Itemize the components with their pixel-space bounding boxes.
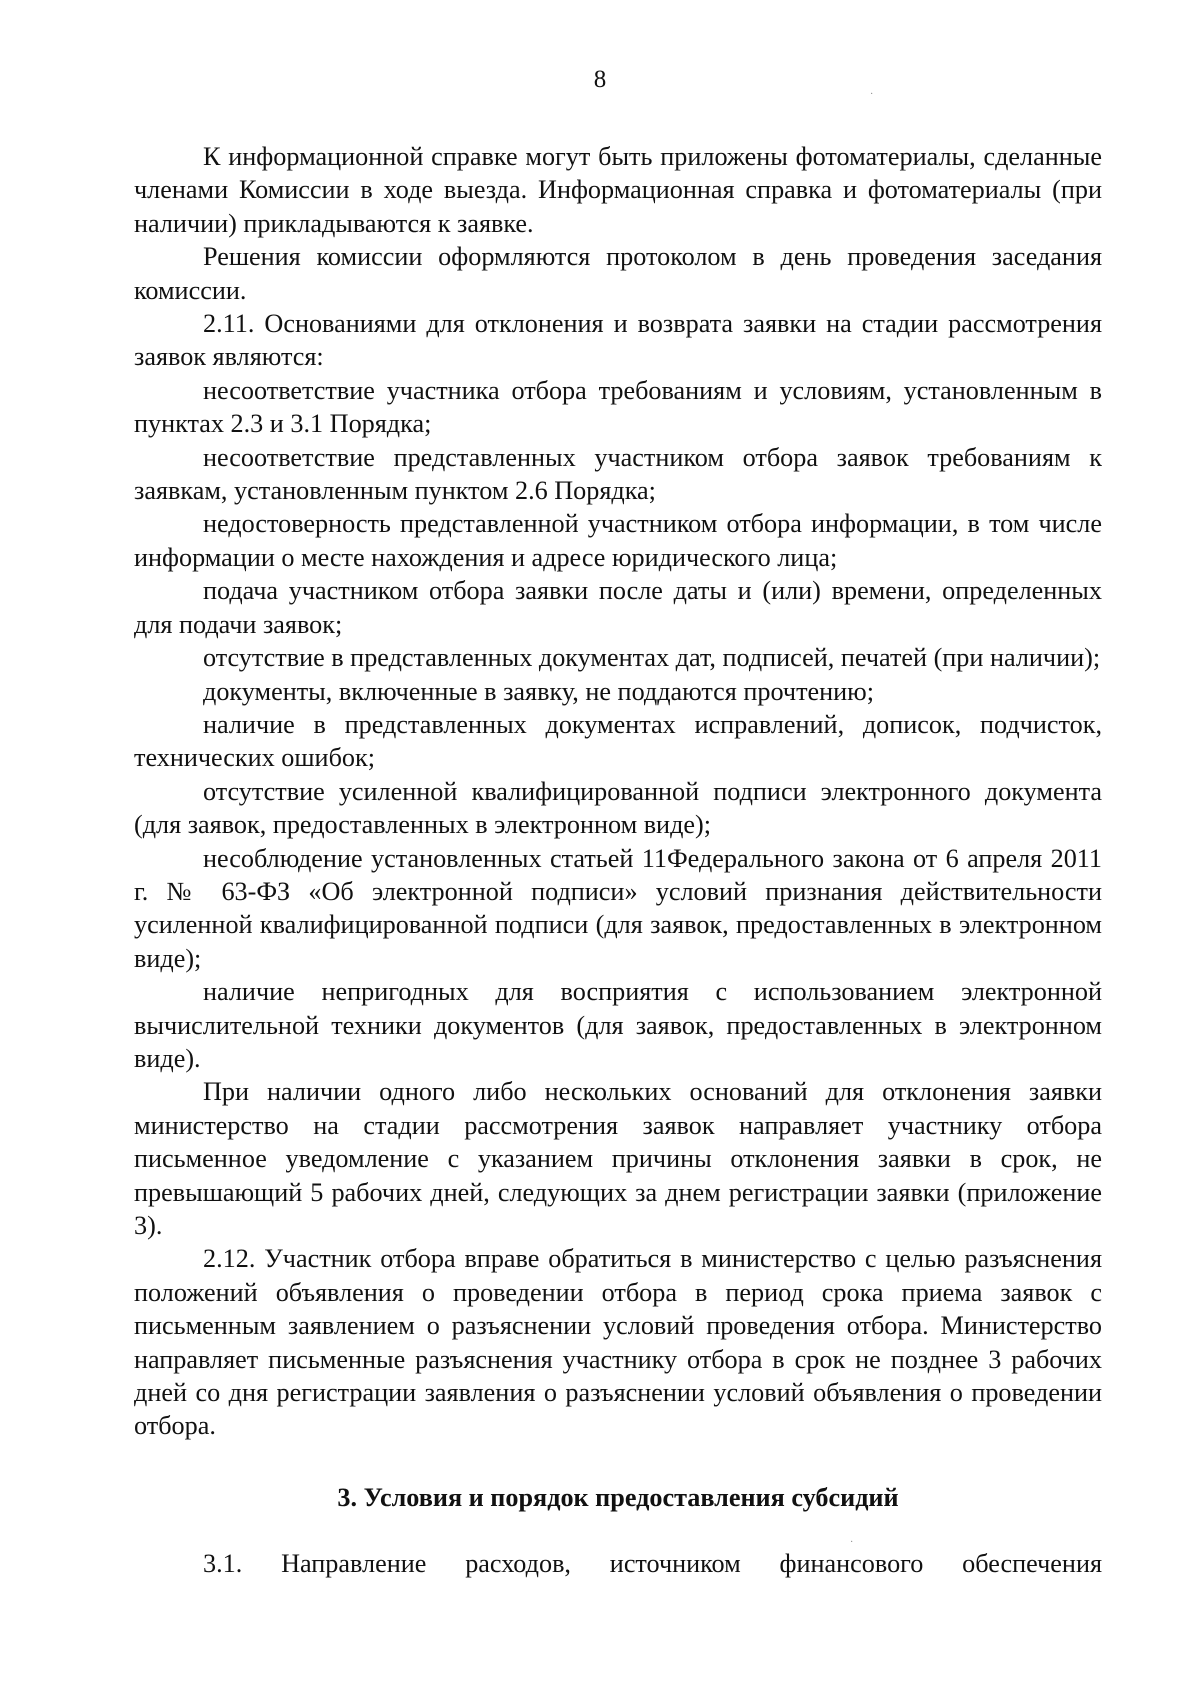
document-body xyxy=(134,140,1102,1581)
reason-item: несоответствие представленных участником отбора заявок требованиям к заявкам, установленным пунктом 2.6 Порядка; xyxy=(134,442,1102,506)
paragraph-commission-decisions: Решения комиссии оформляются протоколом в день проведения заседания комиссии. xyxy=(134,242,1102,305)
section-heading: 3. Условия и порядок предоставления субсидий xyxy=(337,1482,899,1512)
reason-item: отсутствие в представленных документах дат, подписей, печатей (при наличии); xyxy=(203,643,1101,673)
reason-item: несоответствие участника отбора требованиям и условиям, установленным в пунктах 2.3 и 3.1 Порядка; xyxy=(134,375,1102,439)
paragraph-3-1: 3.1. Направление расходов, источником финансового обеспечения xyxy=(203,1549,1102,1579)
reason-item: наличие в представленных документах исправлений, дописок, подчисток, технических ошибок; xyxy=(134,709,1102,773)
reason-item: отсутствие усиленной квалифицированной подписи электронного документа (для заявок, предоставленных в электронном виде); xyxy=(134,776,1102,840)
paragraph-rejection-notice: При наличии одного либо нескольких оснований для отклонения заявки министерство на стадии рассмотрения заявок направляет участнику отбора письменное уведомление с указанием причины отклонения заявки в срок, не превышающий 5 рабочих дней, следующих за днем регистрации заявки (приложение 3). xyxy=(134,1077,1102,1240)
reason-item: несоблюдение установленных статьей 11Федерального закона от 6 апреля 2011 г. № 63-ФЗ «Об электронной подписи» условий признания действительности усиленной квалифицированной подписи (для заявок, предоставленных в электронном виде); xyxy=(134,843,1102,973)
scan-speck: · xyxy=(850,1537,854,1548)
paragraph-2-12: 2.12. Участник отбора вправе обратиться в министерство с целью разъяснения положений объявления о проведении отбора в период срока приема заявок с письменным заявлением о разъяснении условий проведения отбора. Министерство направляет письменные разъяснения участнику отбора в срок не позднее 3 рабочих дней со дня регистрации заявления о разъяснении условий объявления о проведении отбора. xyxy=(134,1244,1102,1441)
reason-item: подача участником отбора заявки после даты и (или) времени, определенных для подачи заявок; xyxy=(134,576,1102,639)
paragraph-photo-materials: К информационной справке могут быть приложены фотоматериалы, сделанные членами Комиссии в ходе выезда. Информационная справка и фотоматериалы (при наличии) прикладываются к заявке. xyxy=(134,142,1102,238)
page-number: 8 xyxy=(593,66,607,93)
paragraph-2-11: 2.11. Основаниями для отклонения и возврата заявки на стадии рассмотрения заявок являются: xyxy=(134,309,1102,372)
reason-item: наличие непригодных для восприятия с использованием электронной вычислительной техники документов (для заявок, предоставленных в электронном виде). xyxy=(134,977,1102,1073)
scan-speck: · xyxy=(870,89,874,100)
reason-item: недостоверность представленной участником отбора информации, в том числе информации о месте нахождения и адресе юридического лица; xyxy=(134,509,1102,572)
reason-item: документы, включенные в заявку, не поддаются прочтению; xyxy=(203,676,875,706)
